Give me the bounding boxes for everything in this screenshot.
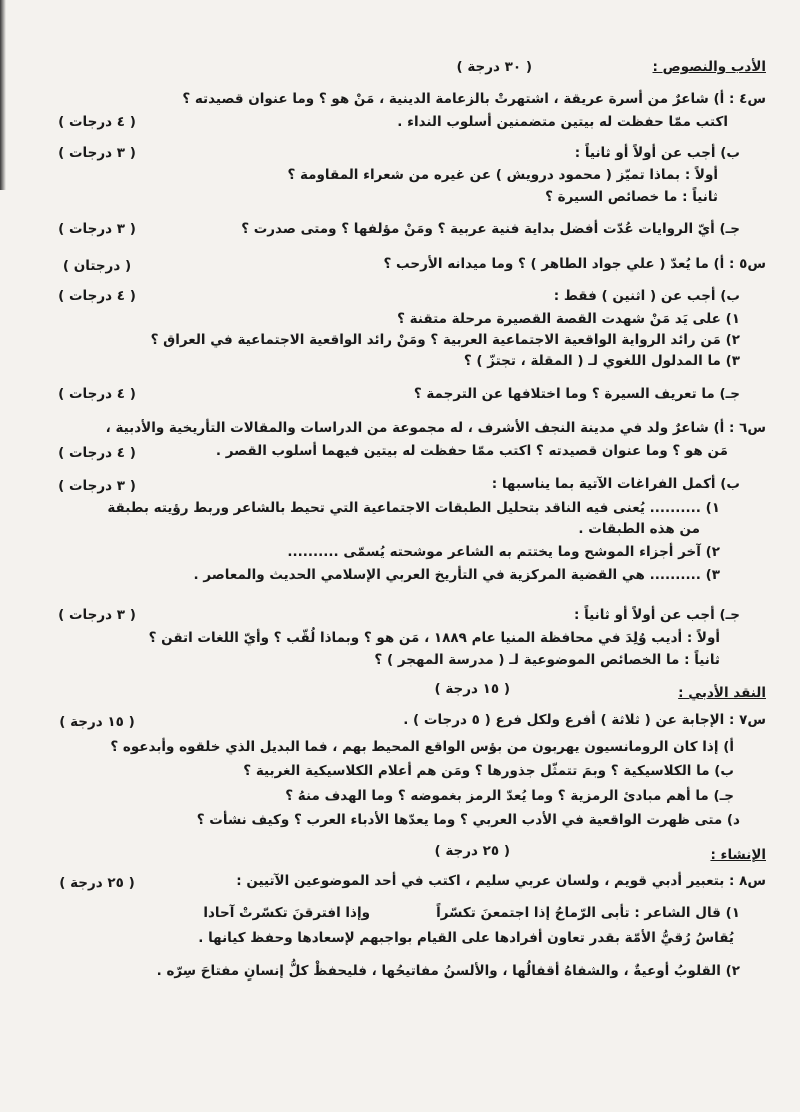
q5-b-line2: ١) على يَد مَنْ شهدت القصة القصيرة مرحلة متقنة ؟ xyxy=(397,311,740,327)
q6-b-line3: من هذه الطبقات . xyxy=(578,521,700,537)
q8-verse-first-hemistich: ١) قال الشاعر : تأبى الرّماحُ إذا اجتمعنَ تكسّراً xyxy=(436,905,740,921)
q5-b-line1: ب) أجب عن ( اثنين ) فقط : xyxy=(553,288,740,304)
section-total-literature: ( ٣٠ درجة ) xyxy=(456,59,532,75)
q4-b-line2: أولاً : بماذا تميّز ( محمود درويش ) عن غيره من شعراء المقاومة ؟ xyxy=(287,167,718,183)
q7-line2: أ) إذا كان الرومانسيون يهربون من بؤس الواقع المحيط بهم ، فما البديل الذي خلقوه وأبدعوه ؟ xyxy=(110,739,734,755)
section-total-criticism: ( ١٥ درجة ) xyxy=(434,681,510,697)
q6-b-line4: ٢) آخر أجزاء الموشح وما يختتم به الشاعر موشحته يُسمّى .......... xyxy=(287,544,720,560)
q7-line3: ب) ما الكلاسيكية ؟ وبمَ تتمثّل جذورها ؟ ومَن هم أعلام الكلاسيكية الغربية ؟ xyxy=(243,763,734,779)
q5-a-line1: س٥ : أ) ما يُعدّ ( علي جواد الطاهر ) ؟ وما ميدانه الأرحب ؟ xyxy=(383,256,766,272)
section-heading-criticism: النقد الأدبي : xyxy=(678,685,766,701)
q5-a-marks: ( درجتان ) xyxy=(62,258,132,274)
q4-b-marks: ( ٣ درجات ) xyxy=(58,145,136,161)
q5-b-line4: ٣) ما المدلول اللغوي لـ ( المقلة ، تجتزّ ) ؟ xyxy=(463,353,740,369)
q6-a-line2: مَن هو ؟ وما عنوان قصيدته ؟ اكتب ممّا حفظت له بيتين فيهما أسلوب القصر . xyxy=(215,443,728,459)
q6-b-line2: ١) .......... يُعنى فيه الناقد بتحليل الطبقات الاجتماعية التي تحيط بالشاعر وربط رؤيته بطبقة xyxy=(107,500,720,516)
q4-a-line1: س٤ : أ) شاعرٌ من أسرة عريقة ، اشتهرتْ بالزعامة الدينية ، مَنْ هو ؟ وما عنوان قصيدته ؟ xyxy=(182,91,766,107)
q8-line4: ٢) القلوبُ أوعيةٌ ، والشفاهُ أقفالُها ، والألسنُ مفاتيحُها ، فليحفظْ كلُّ إنسانٍ مفتاحَ سِرّه . xyxy=(156,963,740,979)
q6-c-line2: أولاً : أديب وُلِدَ في محافظة المنيا عام ١٨٨٩ ، مَن هو ؟ وبماذا لُقّب ؟ وأيّ اللغات اتقن ؟ xyxy=(148,630,720,646)
q5-c-line1: جـ) ما تعريف السيرة ؟ وما اختلافها عن الترجمة ؟ xyxy=(413,386,740,402)
q6-b-marks: ( ٣ درجات ) xyxy=(58,478,136,494)
q7-line1: س٧ : الإجابة عن ( ثلاثة ) أفرع ولكل فرع ( ٥ درجات ) . xyxy=(403,712,766,728)
q8-line3: يُقاسُ رُقيُّ الأمّة بقدر تعاون أفرادها على القيام بواجبهم لإسعادها وحفظ كيانها . xyxy=(198,930,734,946)
q4-a-line2: اكتب ممّا حفظت له بيتين متضمنين أسلوب النداء . xyxy=(397,114,728,130)
section-heading-composition: الإنشاء : xyxy=(710,847,766,863)
q4-b-line3: ثانياً : ما خصائص السيرة ؟ xyxy=(545,189,718,205)
q4-a-marks: ( ٤ درجات ) xyxy=(58,114,136,130)
q6-c-line1: جـ) أجب عن أولاً أو ثانياً : xyxy=(573,607,740,623)
q6-b-line5: ٣) .......... هي القضية المركزية في التأريخ العربي الإسلامي الحديث والمعاصر . xyxy=(193,567,720,583)
q4-c-marks: ( ٣ درجات ) xyxy=(58,221,136,237)
q7-marks: ( ١٥ درجة ) xyxy=(59,714,135,730)
q5-b-marks: ( ٤ درجات ) xyxy=(58,288,136,304)
section-total-composition: ( ٢٥ درجة ) xyxy=(434,843,510,859)
q4-c-line1: جـ) أيّ الروايات عُدّت أفضل بداية فنية عربية ؟ ومَنْ مؤلفها ؟ ومتى صدرت ؟ xyxy=(241,221,740,237)
q6-c-marks: ( ٣ درجات ) xyxy=(58,607,136,623)
q4-b-line1: ب) أجب عن أولاً أو ثانياً : xyxy=(574,145,740,161)
q6-a-line1: س٦ : أ) شاعرٌ ولد في مدينة النجف الأشرف ، له مجموعة من الدراسات والمقالات التأريخية والأدبية ، xyxy=(105,420,766,436)
q8-verse-second-hemistich: وإذا افترقنَ تكسّرتْ آحادا xyxy=(203,905,370,921)
section-heading-literature: الأدب والنصوص : xyxy=(652,59,766,75)
q5-b-line3: ٢) مَن رائد الرواية الواقعية الاجتماعية العربية ؟ ومَنْ رائد الواقعية الاجتماعية في العراق ؟ xyxy=(150,332,740,348)
q7-line5: د) متى ظهرت الواقعية في الأدب العربي ؟ وما يعدّها الأدباء العرب ؟ وكيف نشأت ؟ xyxy=(196,812,740,828)
q7-line4: جـ) ما أهم مبادئ الرمزية ؟ وما يُعدّ الرمز بغموضه ؟ وما الهدف منهُ ؟ xyxy=(285,788,734,804)
q8-marks: ( ٢٥ درجة ) xyxy=(59,875,135,891)
scan-edge-shadow xyxy=(0,0,6,190)
q6-b-line1: ب) أكمل الفراغات الآتية بما يناسبها : xyxy=(491,476,740,492)
q6-a-marks: ( ٤ درجات ) xyxy=(58,445,136,461)
q5-c-marks: ( ٤ درجات ) xyxy=(58,386,136,402)
q8-line1: س٨ : بتعبير أدبي قويم ، ولسان عربي سليم ، اكتب في أحد الموضوعين الآتيين : xyxy=(236,873,766,889)
q6-c-line3: ثانياً : ما الخصائص الموضوعية لـ ( مدرسة المهجر ) ؟ xyxy=(374,652,720,668)
